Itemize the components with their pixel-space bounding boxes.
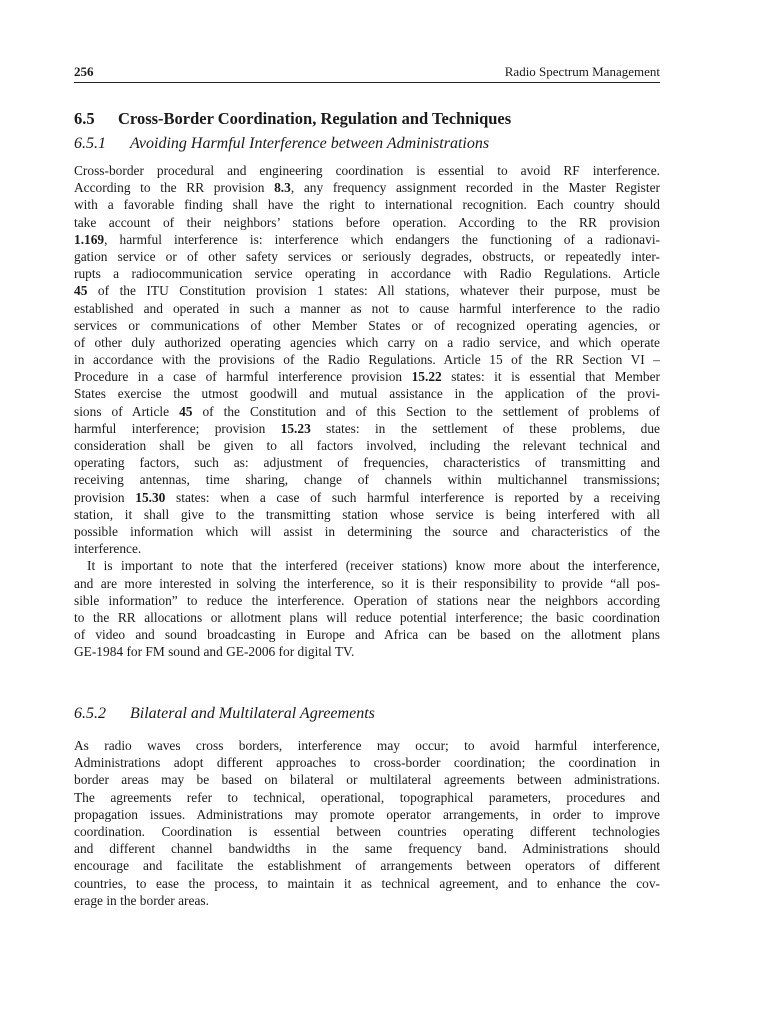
text-line: encourage and facilitate the establishment of arrangements between operators of different [74, 858, 660, 874]
subsection-number: 6.5.1 [74, 135, 106, 152]
text-line: border areas may be based on bilateral or multilateral agreements between administrations. [74, 772, 660, 788]
text-line: countries, to ease the process, to maintain it as technical agreement, and to enhance the cov- [74, 875, 660, 891]
provision-reference: 45 [74, 283, 88, 299]
text-line: station, it shall give to the transmitting station whose service is being interfered with all [74, 506, 660, 522]
text-line: States exercise the utmost goodwill and mutual assistance in the application of the provi- [74, 386, 660, 402]
text-line: Administrations adopt different approaches to cross-border coordination; the coordination in [74, 755, 660, 771]
text-line: Cross-border procedural and engineering coordination is essential to avoid RF interference. [74, 163, 660, 178]
provision-reference: 15.22 [411, 369, 442, 385]
body-text-6-5-1 [74, 162, 660, 660]
section-number: 6.5 [74, 109, 95, 128]
text-line: interference. [74, 541, 142, 557]
body-text-6-5-2 [74, 737, 660, 909]
text-line: of video and sound broadcasting in Europe and Africa can be based on the allotment plans [74, 627, 660, 643]
subsection-title: Avoiding Harmful Interference between Administrations [130, 135, 490, 152]
subsection-heading-6-5-2 [74, 703, 660, 725]
running-header [74, 63, 660, 81]
text-line: According to the RR provision 8.3, any frequency assignment recorded in the Master Register [74, 180, 660, 196]
text-line: propagation issues. Administrations may promote operator arrangements, in order to improve [74, 806, 660, 822]
text-line: 1.169, harmful interference is: interference which endangers the functioning of a radionavi- [74, 231, 660, 247]
subsection-title: Bilateral and Multilateral Agreements [130, 705, 375, 722]
provision-reference: 45 [179, 403, 193, 419]
section-heading [74, 108, 660, 130]
text-line: take account of their neighbors’ stations before operation. According to the RR provision [74, 214, 660, 230]
provision-reference: 1.169 [74, 231, 105, 247]
text-line: 45 of the ITU Constitution provision 1 states: All stations, whatever their purpose, must be [74, 283, 660, 299]
text-line: provision 15.30 states: when a case of such harmful interference is reported by a receiving [74, 489, 661, 505]
header-rule [74, 82, 660, 83]
text-line: As radio waves cross borders, interference may occur; to avoid harmful interference, [74, 738, 660, 753]
text-line: to the RR allocations or allotment plans will reduce potential interference; the basic coordination [74, 609, 660, 625]
text-line: of other duly authorized operating agencies which carry on a radio service, and which operate [74, 334, 660, 350]
text-line: It is important to note that the interfered (receiver stations) know more about the interference, [87, 558, 660, 574]
text-line: rupts a radiocommunication service operating in accordance with Radio Regulations. Article [74, 266, 660, 282]
text-line: sible information” to reduce the interference. Operation of stations near the neighbors according [74, 592, 660, 608]
subsection-heading-6-5-1 [74, 133, 660, 155]
text-line: with a favorable finding shall have the right to international recognition. Each country should [74, 197, 660, 213]
subsection-number: 6.5.2 [74, 705, 106, 722]
text-line: Procedure in a case of harmful interference provision 15.22 states: it is essential that Member [74, 369, 660, 385]
text-line: in accordance with the provisions of the Radio Regulations. Article 15 of the RR Section VI – [74, 352, 660, 368]
text-line: receiving antennas, time sharing, change of channels within multichannel transmissions; [74, 472, 660, 488]
text-line: harmful interference; provision 15.23 states: in the settlement of these problems, due [74, 420, 660, 436]
section-title: Cross-Border Coordination, Regulation and Techniques [118, 109, 512, 128]
text-line: services or communications of other Member States or of recognized operating agencies, or [74, 317, 660, 333]
running-title: Radio Spectrum Management [504, 64, 660, 79]
text-line: erage in the border areas. [74, 892, 209, 908]
text-line: GE-1984 for FM sound and GE-2006 for digital TV. [74, 644, 355, 660]
text-line: and different channel bandwidths in the same frequency band. Administrations should [74, 841, 660, 857]
text-line: sions of Article 45 of the Constitution and of this Section to the settlement of problems of [74, 403, 660, 419]
provision-reference: 8.3 [274, 180, 291, 196]
text-line: established and operated in such a manner as not to cause harmful interference to the radio [74, 300, 660, 316]
text-line: The agreements refer to technical, operational, topographical parameters, procedures and [74, 789, 660, 805]
text-line: consideration shall be given to all factors involved, including the relevant technical and [74, 438, 660, 453]
provision-reference: 15.30 [135, 489, 166, 505]
text-line: coordination. Coordination is essential between countries operating different technologies [74, 823, 660, 839]
text-line: gation service or of other safety services or seriously degrades, obstructs, or repeatedly inter- [74, 248, 660, 264]
text-line: and are more interested in solving the interference, so it is their responsibility to provide “all pos- [74, 575, 660, 591]
page-number: 256 [74, 64, 94, 79]
book-page [74, 0, 660, 1024]
text-line: possible information which will assist in determining the source and characteristics of the [74, 523, 660, 539]
text-line: operating factors, such as: adjustment of frequencies, characteristics of transmitting and [74, 455, 660, 471]
provision-reference: 15.23 [280, 420, 311, 436]
